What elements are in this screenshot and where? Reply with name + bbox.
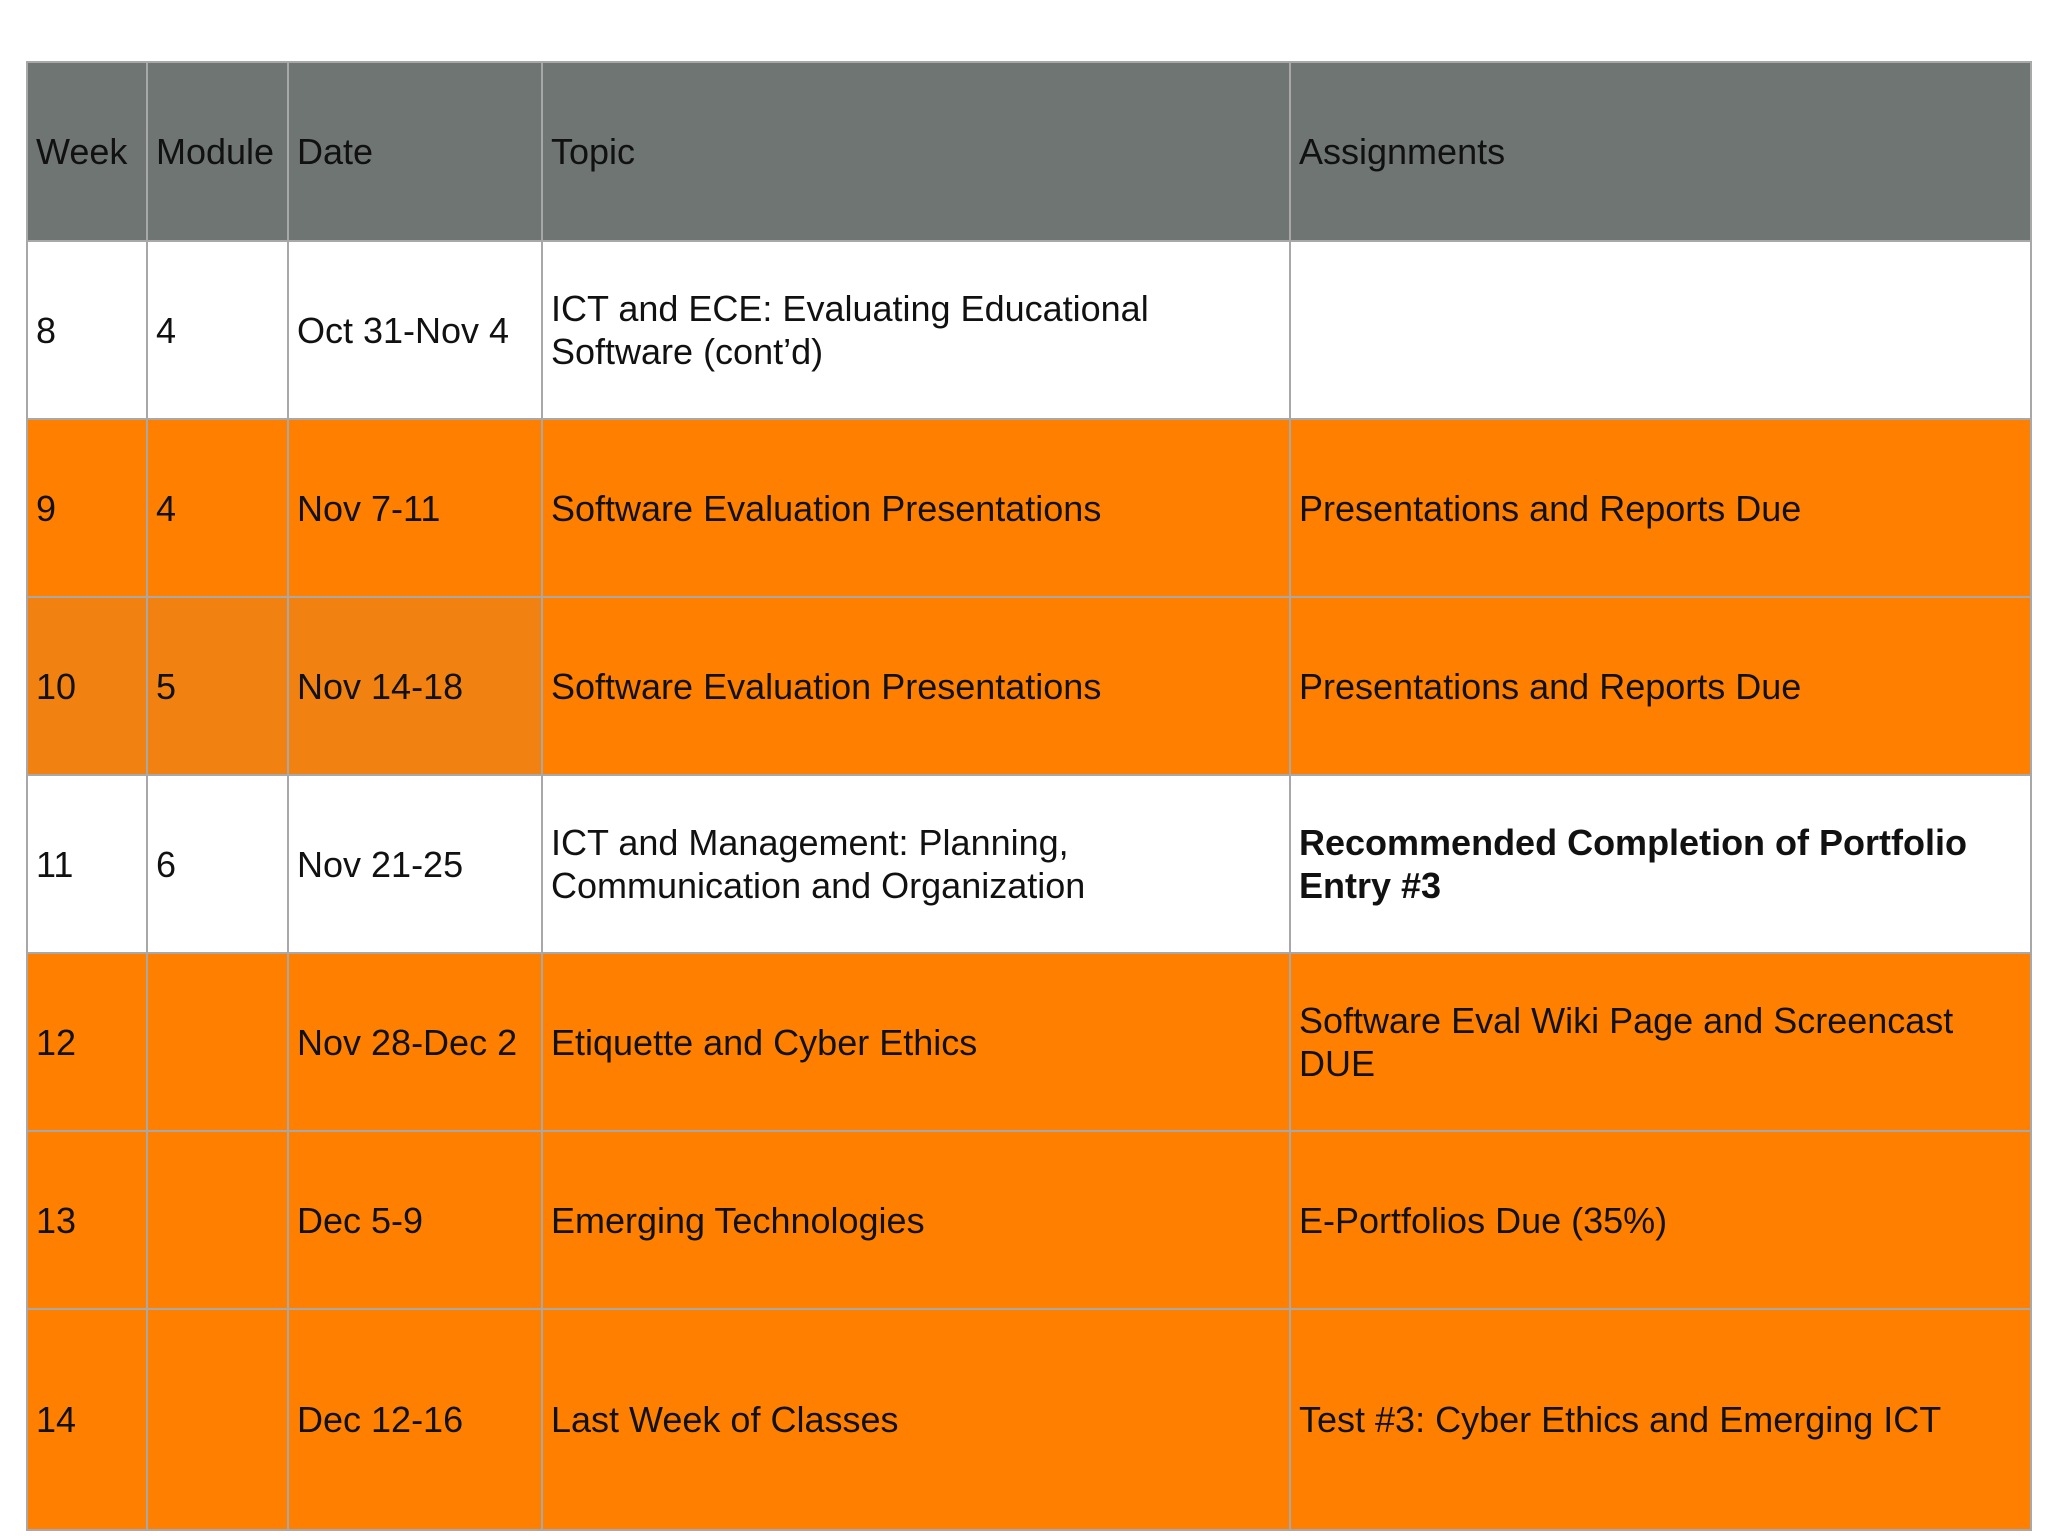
assignment-cell: Recommended Completion of Portfolio Entry #3 [1290,775,2031,953]
header-module: Module [147,62,288,241]
table-row [27,1131,2031,1309]
assignment-cell: E-Portfolios Due (35%) [1290,1131,2031,1309]
module-cell [147,1309,288,1530]
header-row [27,62,2031,241]
week-cell: 11 [27,775,147,953]
week-cell: 12 [27,953,147,1131]
assignment-cell: Test #3: Cyber Ethics and Emerging ICT [1290,1309,2031,1530]
table-row [27,775,2031,953]
week-cell: 8 [27,241,147,419]
topic-cell: Software Evaluation Presentations [542,419,1290,597]
date-cell: Nov 21-25 [288,775,542,953]
header-topic: Topic [542,62,1290,241]
topic-cell: Software Evaluation Presentations [542,597,1290,775]
date-cell: Dec 5-9 [288,1131,542,1309]
table-row [27,241,2031,419]
module-cell [147,1131,288,1309]
module-cell [147,953,288,1131]
module-cell: 4 [147,241,288,419]
header-week: Week [27,62,147,241]
date-cell: Nov 7-11 [288,419,542,597]
assignment-cell [1290,241,2031,419]
header-assignments: Assignments [1290,62,2031,241]
date-cell: Dec 12-16 [288,1309,542,1530]
course-schedule-table [26,61,2032,1531]
date-cell: Nov 28-Dec 2 [288,953,542,1131]
topic-cell: Emerging Technologies [542,1131,1290,1309]
module-cell: 5 [147,597,288,775]
week-cell: 10 [27,597,147,775]
table-row [27,953,2031,1131]
topic-cell: ICT and ECE: Evaluating Educational Software (cont’d) [542,241,1290,419]
assignment-cell: Software Eval Wiki Page and Screencast DUE [1290,953,2031,1131]
header-date: Date [288,62,542,241]
topic-cell: Last Week of Classes [542,1309,1290,1530]
date-cell: Oct 31-Nov 4 [288,241,542,419]
week-cell: 14 [27,1309,147,1530]
module-cell: 6 [147,775,288,953]
assignment-cell: Presentations and Reports Due [1290,419,2031,597]
topic-cell: ICT and Management: Planning, Communication and Organization [542,775,1290,953]
assignment-cell: Presentations and Reports Due [1290,597,2031,775]
topic-cell: Etiquette and Cyber Ethics [542,953,1290,1131]
module-cell: 4 [147,419,288,597]
week-cell: 9 [27,419,147,597]
table-row [27,1309,2031,1530]
table-row [27,419,2031,597]
table-row [27,597,2031,775]
week-cell: 13 [27,1131,147,1309]
date-cell: Nov 14-18 [288,597,542,775]
